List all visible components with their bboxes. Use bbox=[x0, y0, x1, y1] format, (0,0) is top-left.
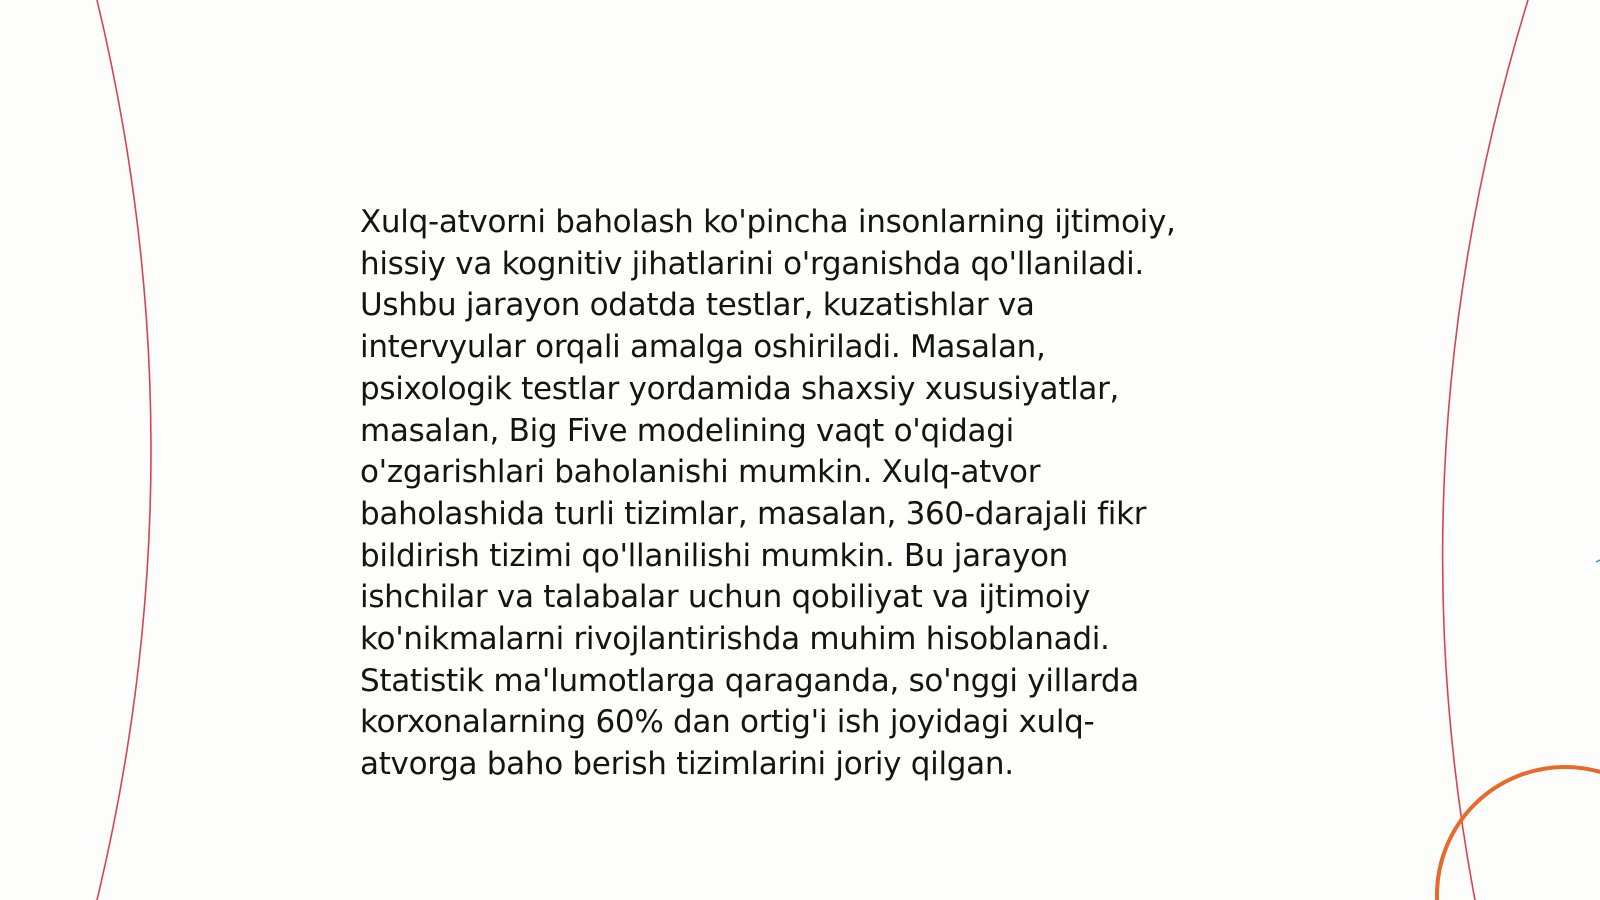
body-line: ko'nikmalarni rivojlantirishda muhim hisoblanadi. bbox=[360, 621, 1110, 658]
body-line: baholashida turli tizimlar, masalan, 360-darajali fikr bbox=[360, 495, 1147, 532]
body-line: Xulq-atvorni baholash ko'pincha insonlarning ijtimoiy, bbox=[360, 204, 1176, 240]
right-arc-line bbox=[1443, 0, 1528, 900]
body-line: bildirish tizimi qo'llanilishi mumkin. Bu jarayon bbox=[360, 537, 1069, 574]
body-line: psixologik testlar yordamida shaxsiy xususiyatlar, bbox=[360, 370, 1120, 407]
orange-circle-arc bbox=[1437, 767, 1600, 900]
body-line: korxonalarning 60% dan ortig'i ish joyidagi xulq- bbox=[360, 704, 1095, 741]
body-line: Ushbu jarayon odatda testlar, kuzatishlar va bbox=[360, 287, 1035, 324]
body-line: o'zgarishlari baholanishi mumkin. Xulq-atvor bbox=[360, 454, 1041, 491]
body-line: atvorga baho berish tizimlarini joriy qilgan. bbox=[360, 746, 1014, 783]
body-line: ishchilar va talabalar uchun qobiliyat va ijtimoiy bbox=[360, 579, 1091, 616]
body-line: masalan, Big Five modelining vaqt o'qidagi bbox=[360, 412, 1014, 449]
body-line: hissiy va kognitiv jihatlarini o'rganishda qo'llaniladi. bbox=[360, 245, 1144, 282]
left-arc-line bbox=[97, 0, 151, 900]
body-line: Statistik ma'lumotlarga qaraganda, so'nggi yillarda bbox=[360, 662, 1139, 699]
blue-marker-tick bbox=[1596, 560, 1600, 562]
body-line: intervyular orqali amalga oshiriladi. Masalan, bbox=[360, 329, 1046, 366]
body-paragraph bbox=[360, 202, 1260, 786]
